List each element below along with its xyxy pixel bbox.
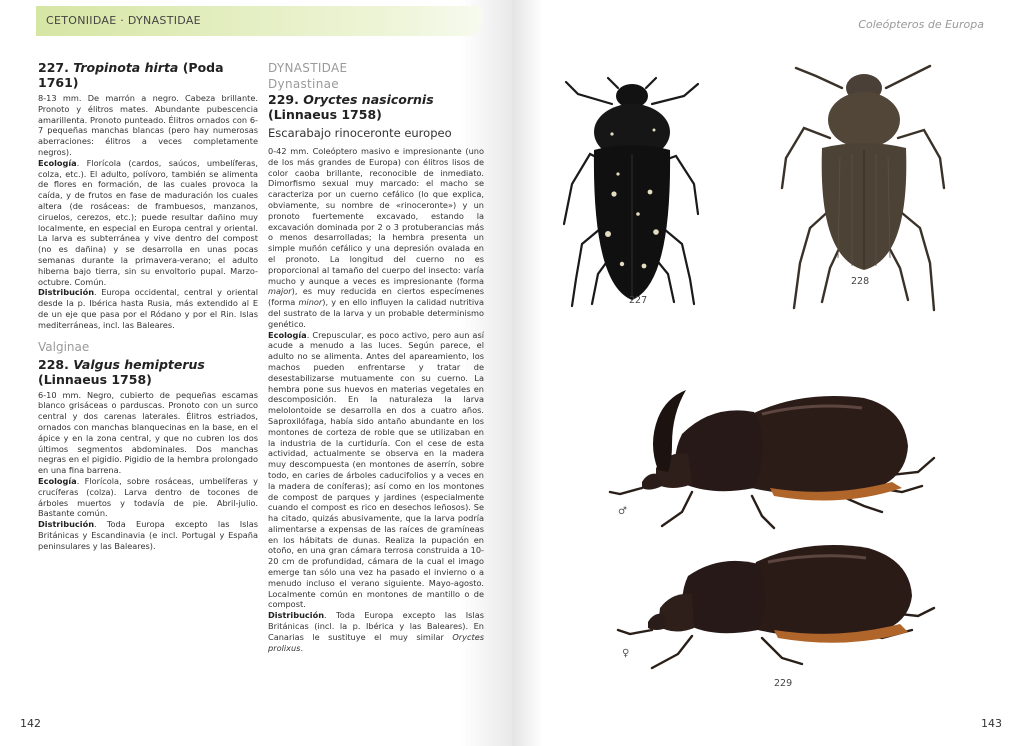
subfamily-dynastinae: Dynastinae	[268, 77, 339, 91]
similar-species: Oryctes prolixus	[268, 631, 484, 653]
form-major: major	[268, 286, 292, 297]
species-227-number: 227.	[38, 60, 74, 75]
species-229-ecology	[268, 330, 484, 611]
species-228-title	[38, 357, 258, 387]
species-229-distribution	[268, 610, 484, 653]
species-229-description	[268, 146, 484, 330]
form-minor: minor	[298, 297, 323, 308]
species-227-author: (Poda 1761)	[38, 60, 224, 90]
species-227-name: Tropinota hirta	[73, 60, 179, 75]
family-dynastidae: DYNASTIDAE	[268, 61, 348, 75]
distribution-label: Distribución	[38, 519, 95, 530]
distribution-text: . Europa occidental, central y oriental desde la p. Ibérica hasta Rusia, más extendido al E de un eje que pasa por el Ródano y por el Rin. Islas mediterráneas, incl. las Baleares.	[38, 287, 258, 330]
female-symbol: ♀	[622, 648, 630, 659]
male-symbol: ♂	[618, 506, 627, 517]
figure-227-beetle-illustration	[552, 74, 712, 314]
species-228-author: (Linnaeus 1758)	[38, 371, 152, 387]
ecology-label: Ecología	[38, 157, 77, 168]
page-number-right: 143	[981, 717, 1002, 730]
species-227-ecology	[38, 158, 258, 288]
subfamily-valginae: Valginae	[38, 339, 90, 354]
distribution-label: Distribución	[268, 610, 325, 621]
ecology-text: . Florícola (cardos, saúcos, umbelíferas, colza, etc.). El adulto, polívoro, también se alimenta de flores en formación, de las cuales provoca la caída, y de frutos en fase de maduración los cuales altera (de rosáceas: de frambuesos, manzanos, ciruelos, cerezos, etc.); puede resultar dañino muy localmente, en especial en Europa central y oriental. La larva es subterránea y vive dentro del compost (no es dañina) y se desarrolla en unas pocas semanas durante la primavera-verano; el adulto hiberna bajo tierra, sin su envoltorio pupal. Marzo-octubre. Común.	[38, 157, 258, 287]
description-mid: ), es muy reducida en ciertos especímenes (forma	[268, 286, 484, 308]
distribution-label: Distribución	[38, 287, 95, 298]
species-227-title	[38, 60, 258, 90]
ecology-text: . Crepuscular, es poco activo, pero aun así acude a menudo a las luces. Según parece, el adulto no se alimenta. Antes del apareamiento, los machos pueden enfrentarse y tratar de desestabilizarse mutuamente con su cuerno. La hembra pone sus huevos en materias vegetales en descomposición. En la naturaleza la larva melolontoide se desarrolla en dos a cuatro años. Saproxilófaga, había sido antaño abundante en los montones de corteza de roble que se utilizaban en la industria de la curtiduría. Con el cese de esta actividad, actualmente se observa en la madera muy descompuesta (en montones de aserrín, sobre todo, en caries de árboles caducifolios y a veces en la madera de coníferas); así como en los montones de compost de parques y jardines (especialmente cuando el compost es rico en desechos leñosos). Se ha citado, quizás abusivamente, que la larva podría alimentarse a expensas de las raíces de gramíneas en los hábitats de dunas. Realiza la pupación en otoño, en una gran cámara terrosa construida a 10-20 cm de profundidad, cámara de la cual el imago emerge tan sólo una vez ha pasado el invierno o a menudo incluso el verano siguiente. Mayo-agosto. Localmente común en montones de mantillo o de compost.	[268, 329, 484, 610]
figure-229-caption: 229	[774, 678, 793, 689]
description-text: 0-42 mm. Coleóptero masivo e impresionante (uno de los más grandes de Europa) con élitros lisos de color caoba brillante, reconocible de inmediato. Dimorfismo sexual muy marcado: el macho se caracteriza por un cuerno cefálico (lo que explica, obviamente, su nombre de «rinoceronte») y un pronoto fuertemente excavado, estando la excavación dominada por 2 o 3 protuberancias más o menos desarrolladas; la hembra presenta un simple muñón cefálico y una depresión ovalada en el pronoto. La longitud del cuerno no es proporcional al tamaño del cuerpo del insecto: varía mucho y aunque a veces es impresionante (forma	[268, 146, 484, 286]
species-228-ecology	[38, 476, 258, 519]
figure-228-caption: 228	[851, 276, 870, 287]
species-228-description: 6-10 mm. Negro, cubierto de pequeñas escamas blanco grisáceas o parduscas. Pronoto con un surco central y dos carenas laterales. Élitros estriados, ornados con manchas blanquecinas en la base, en el ápice y en la zona central, y que no cubren los dos últimos segmentos abdominales. Dos manchas negras en el pigidio. Pigidio de la hembra prolongado en una fina barrena.	[38, 389, 258, 476]
figure-227-caption: 227	[629, 295, 648, 306]
distribution-text: . Toda Europa excepto las Islas Británicas y Escandinavia (e incl. Portugal y España peninsulares y las Baleares).	[38, 519, 258, 551]
species-227-distribution	[38, 287, 258, 330]
left-column	[38, 60, 258, 551]
description-end: ), y en ello influyen la calidad nutritiva del sustrato de la larva y un probable determinismo genético.	[268, 297, 484, 329]
section-tab-label: CETONIIDAE · DYNASTIDAE	[46, 14, 201, 27]
species-229-name: Oryctes nasicornis	[303, 92, 434, 107]
species-228-number: 228.	[38, 356, 74, 372]
ecology-text: . Florícola, sobre rosáceas, umbelíferas y crucíferas (colza). Larva dentro de tocones de árboles muertos y todavía de pie. Abril-julio. Bastante común.	[38, 475, 258, 519]
section-tab	[36, 6, 482, 36]
species-228-distribution	[38, 519, 258, 551]
species-228-name: Valgus hemipterus	[73, 356, 205, 372]
running-head: Coleópteros de Europa	[858, 18, 984, 31]
right-column	[268, 60, 484, 653]
species-229-author: (Linnaeus 1758)	[268, 107, 382, 122]
distribution-end: .	[300, 642, 304, 653]
figure-229-male-beetle-illustration	[602, 384, 942, 534]
ecology-label: Ecología	[38, 475, 77, 486]
right-page	[512, 0, 1024, 746]
figure-229-female-beetle-illustration	[612, 534, 942, 674]
species-229-number: 229.	[268, 92, 304, 107]
species-229-vernacular: Escarabajo rinoceronte europeo	[268, 126, 452, 140]
species-227-description: 8-13 mm. De marrón a negro. Cabeza brillante. Pronoto y élitros mates. Abundante pubescencia amarillenta. Pronoto punteado. Élitros ornados con 6-7 pequeñas manchas blancas (pero hay numerosas aberraciones: élitros a veces completamente negros).	[38, 93, 258, 157]
species-229-title	[268, 92, 484, 122]
page-number-left: 142	[20, 717, 41, 730]
ecology-label: Ecología	[268, 329, 307, 340]
distribution-text: . Toda Europa excepto las Islas Británicas (incl. la p. Ibérica y las Baleares). En Canarias le sustituye el muy similar	[268, 610, 484, 642]
